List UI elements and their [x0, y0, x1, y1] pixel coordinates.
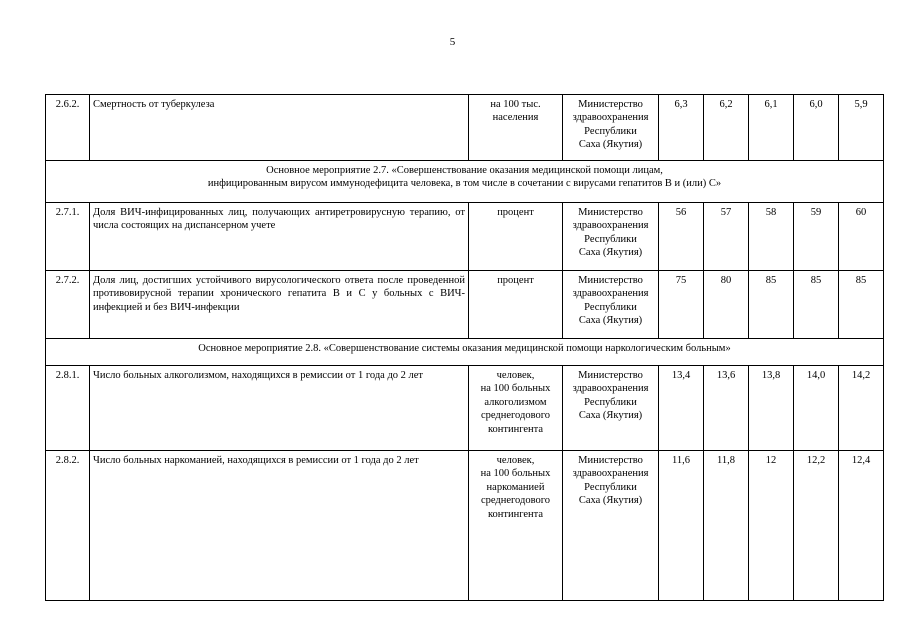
indicator-name: Число больных наркоманией, находящихся в ремиссии от 1 года до 2 лет	[90, 451, 469, 601]
unit-cell	[469, 366, 563, 451]
table-row	[46, 271, 884, 339]
value-cell: 13,4	[659, 366, 704, 451]
row-number: 2.7.2.	[46, 271, 90, 339]
org-line: Республики	[584, 396, 637, 408]
value-cell: 85	[749, 271, 794, 339]
organization-cell	[563, 366, 659, 451]
value-cell: 12,4	[839, 451, 884, 601]
value-cell: 58	[749, 203, 794, 271]
section-line: Основное мероприятие 2.8. «Совершенствование системы оказания медицинской помощи наркологическим больным»	[198, 343, 731, 354]
org-line: Республики	[584, 481, 637, 493]
indicator-name: Смертность от туберкулеза	[90, 95, 469, 161]
organization-cell	[563, 95, 659, 161]
unit-cell	[469, 95, 563, 161]
org-line: Республики	[584, 301, 637, 313]
value-cell: 6,1	[749, 95, 794, 161]
value-cell: 6,3	[659, 95, 704, 161]
org-line: здравоохранения	[572, 383, 649, 395]
org-line: здравоохранения	[572, 468, 649, 480]
unit-line: наркоманией	[486, 481, 545, 493]
section-line: инфицированным вирусом иммунодефицита человека, в том числе в сочетании с вирусами гепатитов В и (или) С»	[207, 178, 722, 190]
row-number: 2.8.1.	[46, 366, 90, 451]
value-cell: 80	[704, 271, 749, 339]
value-cell: 57	[704, 203, 749, 271]
value-cell: 14,0	[794, 366, 839, 451]
section-line: Основное мероприятие 2.7. «Совершенствование оказания медицинской помощи лицам,	[266, 165, 663, 176]
organization-cell	[563, 451, 659, 601]
org-line: Министерство	[578, 455, 643, 466]
unit-line: контингента	[487, 423, 544, 435]
indicator-name: Доля ВИЧ-инфицированных лиц, получающих антиретровирусную терапию, от числа состоящих на диспансерном учете	[90, 203, 469, 271]
value-cell: 59	[794, 203, 839, 271]
org-line: здравоохранения	[572, 112, 649, 124]
unit-line: процент	[497, 207, 534, 218]
value-cell: 13,8	[749, 366, 794, 451]
value-cell: 12,2	[794, 451, 839, 601]
org-line: Саха (Якутия)	[578, 247, 643, 259]
section-heading	[46, 339, 884, 366]
org-line: Саха (Якутия)	[578, 139, 643, 151]
unit-line: человек,	[496, 370, 535, 381]
org-line: Саха (Якутия)	[578, 410, 643, 422]
section-row	[46, 161, 884, 203]
value-cell: 6,2	[704, 95, 749, 161]
org-line: Министерство	[578, 99, 643, 110]
value-cell: 56	[659, 203, 704, 271]
indicator-name: Доля лиц, достигших устойчивого вирусологического ответа после проведенной противовирусной терапии хронического гепатита В и С у больных с ВИЧ-инфекцией и без ВИЧ-инфекции	[90, 271, 469, 339]
table-row	[46, 95, 884, 161]
org-line: Министерство	[578, 370, 643, 381]
unit-line: человек,	[496, 455, 535, 466]
row-number: 2.7.1.	[46, 203, 90, 271]
value-cell: 85	[839, 271, 884, 339]
table-row	[46, 203, 884, 271]
value-cell: 6,0	[794, 95, 839, 161]
unit-line: на 100 больных	[480, 468, 551, 480]
value-cell: 85	[794, 271, 839, 339]
unit-cell	[469, 451, 563, 601]
value-cell: 11,6	[659, 451, 704, 601]
value-cell: 12	[749, 451, 794, 601]
value-cell: 5,9	[839, 95, 884, 161]
org-line: Саха (Якутия)	[578, 315, 643, 327]
org-line: Республики	[584, 233, 637, 245]
table-row	[46, 451, 884, 601]
org-line: здравоохранения	[572, 288, 649, 300]
row-number: 2.8.2.	[46, 451, 90, 601]
org-line: Саха (Якутия)	[578, 495, 643, 507]
unit-line: алкоголизмом	[484, 396, 547, 408]
value-cell: 11,8	[704, 451, 749, 601]
organization-cell	[563, 203, 659, 271]
org-line: Республики	[584, 125, 637, 137]
org-line: здравоохранения	[572, 220, 649, 232]
unit-line: контингента	[487, 508, 544, 520]
org-line: Министерство	[578, 207, 643, 218]
value-cell: 60	[839, 203, 884, 271]
unit-cell	[469, 203, 563, 271]
section-row	[46, 339, 884, 366]
indicators-table	[45, 94, 884, 601]
unit-line: населения	[492, 112, 539, 124]
unit-cell	[469, 271, 563, 339]
org-line: Министерство	[578, 275, 643, 286]
page-number: 5	[449, 36, 456, 48]
indicator-name: Число больных алкоголизмом, находящихся в ремиссии от 1 года до 2 лет	[90, 366, 469, 451]
value-cell: 14,2	[839, 366, 884, 451]
unit-line: на 100 больных	[480, 383, 551, 395]
unit-line: процент	[497, 275, 534, 286]
value-cell: 75	[659, 271, 704, 339]
table-row	[46, 366, 884, 451]
section-heading	[46, 161, 884, 203]
unit-line: среднегодового	[480, 410, 551, 422]
row-number: 2.6.2.	[46, 95, 90, 161]
value-cell: 13,6	[704, 366, 749, 451]
organization-cell	[563, 271, 659, 339]
unit-line: среднегодового	[480, 495, 551, 507]
unit-line: на 100 тыс.	[490, 99, 541, 110]
